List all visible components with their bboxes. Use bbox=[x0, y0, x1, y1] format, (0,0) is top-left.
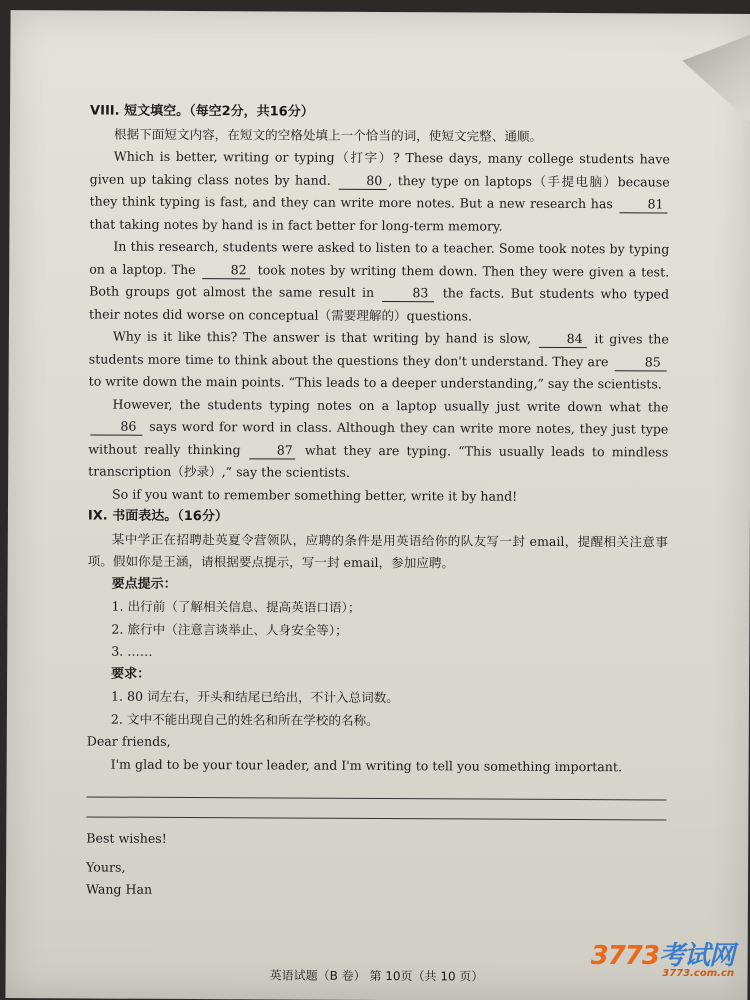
signature-name: Wang Han bbox=[85, 881, 153, 897]
page-footer: 英语试题（B 卷） 第 10页（共 10 页） bbox=[269, 968, 484, 984]
section-8-heading: VIII. 短文填空。（每空2分，共16分） bbox=[90, 103, 314, 120]
blank-87: 87 bbox=[250, 442, 296, 459]
exam-paper bbox=[5, 10, 750, 1000]
requirement-item: 2. 文中不能出现自己的姓名和所在学校的名称。 bbox=[110, 711, 379, 728]
letter-closing: Best wishes! bbox=[86, 830, 167, 846]
page-content bbox=[86, 100, 670, 904]
blank-85: 85 bbox=[615, 354, 667, 371]
answer-lines bbox=[86, 779, 666, 820]
passage-paragraph-4: However, the students typing notes on a laptop usually just write down what the 86 says word for word in class. Although they can write more notes, they just type without really thinking 87 what they are typing. “This usually leads to mindless transcription（抄录）,” say the scientists. bbox=[88, 396, 669, 480]
signature-yours: Yours, bbox=[86, 858, 126, 875]
signature-block bbox=[86, 856, 666, 904]
section-9-heading: IX. 书面表达。（16分） bbox=[87, 508, 228, 525]
blank-84: 84 bbox=[539, 331, 587, 348]
passage-paragraph-5: So if you want to remember something better, write it by hand! bbox=[112, 486, 518, 504]
blank-82: 82 bbox=[203, 262, 251, 279]
tip-item: 1. 出行前（了解相关信息、提高英语口语）； bbox=[111, 598, 361, 615]
writing-prompt: 某中学正在招聘赴英夏令营领队，应聘的条件是用英语给你的队友写一封 email，提醒相关注意事项。假如你是王涵，请根据要点提示，写一封 email，参加应聘。 bbox=[87, 531, 668, 571]
blank-86: 86 bbox=[90, 418, 142, 435]
tip-item: 2. 旅行中（注意言谈举止、人身安全等）； bbox=[111, 621, 348, 638]
requirements-title: 要求： bbox=[111, 666, 151, 682]
letter-greeting: Dear friends, bbox=[86, 733, 171, 749]
passage-paragraph-1: Which is better, writing or typing（打字）? These days, many college students have given up taking class notes by hand. 80 , they type on laptops（手提电脑）because they think typing is fast, and they can write more notes. But a new research has 81 that taking notes by hand is in fact better for long-term memory. bbox=[89, 148, 670, 234]
page-fold-corner bbox=[682, 34, 750, 124]
letter-opening: I'm glad to be your tour leader, and I'm writing to tell you something important. bbox=[110, 756, 623, 774]
requirement-item: 1. 80 词左右，开头和结尾已给出，不计入总词数。 bbox=[110, 688, 399, 706]
passage-paragraph-2: In this research, students were asked to listen to a teacher. Some took notes by typing on a laptop. The 82 took notes by writing them down. Then they were given a test. Both groups got almost the same result in 83 the facts. But students who typed their notes did worse on conceptual（需要理解的）questions. bbox=[88, 238, 670, 323]
blank-80: 80 bbox=[338, 172, 386, 189]
answer-line bbox=[86, 799, 666, 820]
answer-line bbox=[86, 779, 666, 800]
tips-title: 要点提示： bbox=[111, 576, 177, 592]
section-8-instruction: 根据下面短文内容，在短文的空格处填上一个恰当的词，使短文完整、通顺。 bbox=[113, 126, 543, 144]
passage-paragraph-3: Why is it like this? The answer is that writing by hand is slow, 84 it gives the students more time to think about the questions they don't understand. They are 85 to write down the main points. “This leads to a deeper understanding,” say the scientists. bbox=[88, 328, 669, 392]
tip-item: 3. …… bbox=[111, 643, 153, 659]
blank-81: 81 bbox=[620, 196, 668, 213]
site-watermark-logo: 3773考试网 3773.com.cn bbox=[590, 941, 734, 979]
blank-83: 83 bbox=[382, 285, 434, 302]
